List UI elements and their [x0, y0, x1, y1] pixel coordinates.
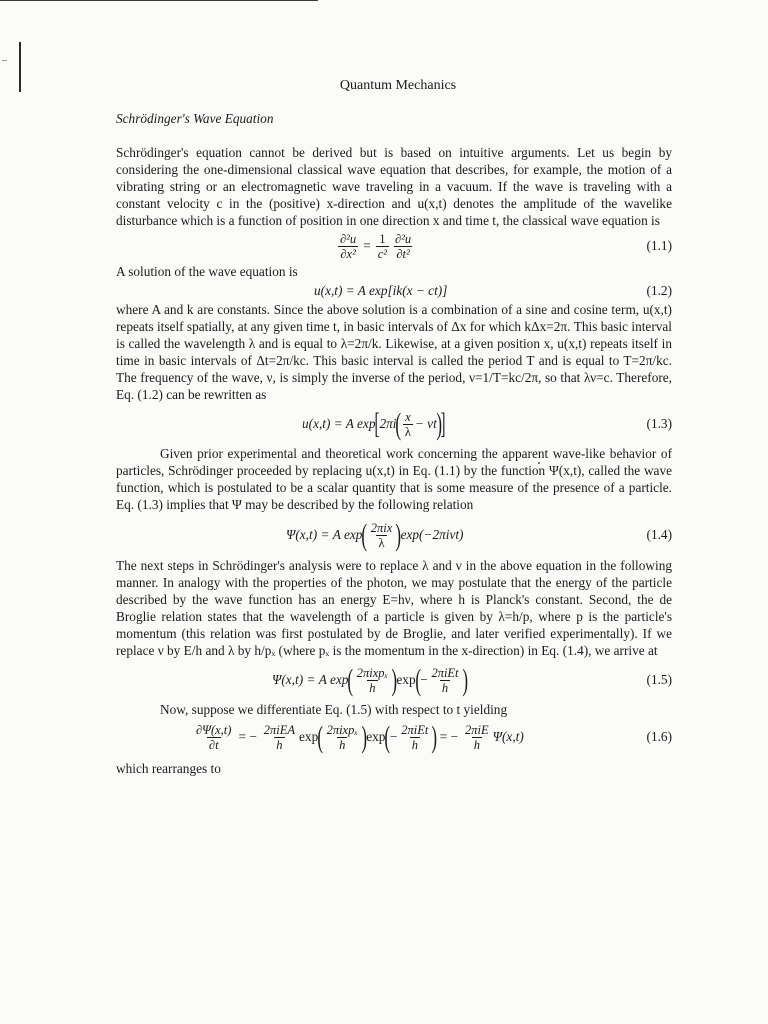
equation-1-2	[116, 280, 672, 301]
eq5-num-a: 2πixpₓ	[356, 665, 389, 680]
eq6-b-den: h	[411, 737, 418, 752]
page-content	[116, 74, 672, 777]
equation-1-5-body	[272, 662, 468, 697]
equation-1-6-body	[192, 719, 524, 754]
eq6-open-paren-a: (	[317, 719, 324, 754]
eq1-number: (1.1)	[646, 238, 672, 253]
paragraph-de-broglie: The next steps in Schrödinger's analysis were to replace λ and ν in the above equation in the following manner. In analogy with the properties of the photon, we may postulate that the energy of the particle described by the wave function has an energy E=hν, where h is Planck's constant. Second, the de Broglie relation states that the wavelength of a particle is given by λ=h/p, where p is the particle's momentum (this relation was first postulated by de Broglie, and later verified experimentally). If we replace ν by E/h and λ by h/pₓ (where pₓ is the momentum in the x-direction) in Eq. (1.4), we arrive at	[116, 558, 672, 658]
eq5-close-paren-a: )	[391, 662, 398, 697]
eq6-t1-fraction	[262, 723, 297, 752]
eq6-lhs-fraction	[194, 723, 233, 752]
eq5-number: (1.5)	[646, 672, 672, 687]
eq4-num: 2πix	[370, 520, 393, 535]
eq6-t2-den: h	[473, 737, 480, 752]
eq6-a-num: 2πixpₓ	[326, 722, 358, 737]
paragraph-rearranges: which rearranges to	[116, 761, 221, 776]
eq6-exp-b: exp	[366, 729, 386, 744]
scan-margin-tick	[2, 60, 7, 61]
scan-margin-bar	[19, 42, 21, 92]
eq3-x: x	[405, 409, 411, 424]
eq3-number: (1.3)	[646, 416, 672, 431]
eq1-lhs-den: ∂x²	[340, 246, 356, 261]
eq5-fraction-b	[429, 666, 460, 695]
eq1-equals: =	[363, 238, 371, 253]
eq6-tail: Ψ(x,t)	[492, 729, 524, 744]
eq6-equals-minus-2: = −	[439, 729, 459, 744]
eq5-lhs: Ψ(x,t) = A exp	[272, 672, 349, 687]
paragraph-wavelength: where A and k are constants. Since the above solution is a combination of a sine and cosine term, u(x,t) repeats itself spatially, at any given time t, in basic intervals of Δx for which kΔx=2π. This basic interval is called the wavelength λ and is equal to λ=2π/k. Likewise, at a given position x, u(x,t) repeats itself in time in basic intervals of Δt=2π/kc. This basic interval is called the period T and is equal to T=2π/kc. The frequency of the wave, ν, is simply the inverse of the period, ν=1/T=kc/2π, so that λν=c. Therefore, Eq. (1.2) can be rewritten as	[116, 302, 672, 402]
eq6-close-paren-b: )	[431, 719, 438, 754]
eq5-minus: −	[419, 672, 428, 687]
eq4-open-paren: (	[361, 517, 368, 552]
eq1-rhs2-fraction	[393, 232, 413, 261]
equation-1-3	[116, 403, 672, 445]
eq4-close-paren: )	[395, 517, 402, 552]
eq6-t2-fraction	[463, 723, 491, 752]
eq3-two-pi-i: 2πi	[379, 416, 397, 431]
eq3-minus-nu-t: − νt	[414, 416, 437, 431]
paragraph-wave-function: Given prior experimental and theoretical work concerning the apparent wave-like behavior of particles, Schrödinger proceeded by replacing u(x,t) in Eq. (1.1) by the function Ψ(x,t), called the wave function, which is postulated to be a scalar quantity that is some measure of the presence of a particle. Eq. (1.3) implies that Ψ may be described by the following relation	[116, 446, 672, 512]
eq6-equals-minus-1: = −	[238, 729, 257, 744]
eq3-open-paren: (	[395, 406, 402, 441]
eq6-a-fraction	[325, 723, 360, 752]
eq5-open-paren-b: (	[414, 662, 421, 697]
eq1-rhs2-den: ∂t²	[396, 246, 410, 261]
eq6-open-paren-b: (	[384, 719, 391, 754]
equation-1-4-body	[286, 517, 464, 552]
eq4-lhs: Ψ(x,t) = A exp	[286, 527, 363, 542]
equation-1-1	[116, 229, 672, 263]
eq3-lhs: u(x,t) = A exp	[302, 416, 376, 431]
eq6-b-fraction	[399, 723, 430, 752]
eq3-lambda: λ	[404, 424, 411, 439]
page-title: Quantum Mechanics	[339, 78, 457, 93]
eq6-b-num: 2πiEt	[401, 722, 429, 737]
equation-1-4	[116, 513, 672, 557]
eq6-lhs-den: ∂t	[208, 737, 219, 752]
paragraph-intro: Schrödinger's equation cannot be derived but is based on intuitive arguments. Let us begin by considering the one-dimensional classical wave equation that describes, for example, the motion of a vibrating string or an electromagnetic wave traveling in a vacuum. If the wave is traveling with a constant velocity c in the (positive) x-direction and u(x,t) denotes the amplitude of the wavelike disturbance which is a function of position in one direction x and time t, the classical wave equation is	[116, 145, 672, 228]
equation-1-3-body	[302, 406, 446, 441]
eq5-exp-b: exp	[396, 672, 416, 687]
eq1-rhs-num: 1	[379, 231, 386, 246]
eq6-t2-num: 2πiE	[465, 722, 489, 737]
eq6-a-den: h	[339, 737, 346, 752]
eq1-rhs-den: c²	[377, 246, 387, 261]
eq1-rhs-fraction	[376, 232, 389, 261]
section-heading: Schrödinger's Wave Equation	[116, 111, 274, 126]
eq6-minus-b: −	[389, 729, 398, 744]
eq4-den: λ	[378, 535, 385, 550]
eq6-lhs-num: ∂Ψ(x,t)	[196, 722, 232, 737]
eq4-number: (1.4)	[646, 527, 672, 542]
equation-1-1-body	[336, 232, 415, 261]
equation-1-2-body: u(x,t) = A exp[ik(x − ct)]	[314, 282, 448, 298]
eq6-exp-a: exp	[299, 729, 319, 744]
eq4-tail: exp(−2πiνt)	[400, 527, 464, 542]
eq6-t1-den: h	[276, 737, 283, 752]
eq5-den-a: h	[369, 680, 376, 695]
paragraph-solution: A solution of the wave equation is	[116, 264, 298, 279]
scan-top-rule	[0, 0, 318, 1]
eq5-open-paren-a: (	[347, 662, 354, 697]
equation-1-5	[116, 659, 672, 701]
eq3-close-bracket: ]	[440, 407, 446, 440]
eq6-number: (1.6)	[646, 729, 672, 744]
eq4-fraction	[369, 521, 395, 550]
eq6-t1-num: 2πiEA	[263, 722, 296, 737]
eq5-den-b: h	[441, 680, 449, 695]
eq5-close-paren-b: )	[461, 662, 468, 697]
eq3-fraction	[403, 410, 413, 439]
eq5-num-b: 2πiEt	[431, 665, 459, 680]
eq2-number: (1.2)	[646, 282, 672, 298]
eq6-close-paren-a: )	[361, 719, 367, 754]
eq3-close-paren: )	[436, 406, 442, 441]
eq3-open-bracket: [	[374, 407, 380, 440]
eq1-lhs-fraction	[338, 232, 358, 261]
eq5-fraction-a	[355, 666, 390, 695]
paragraph-differentiate: Now, suppose we differentiate Eq. (1.5) with respect to t yielding	[160, 702, 508, 717]
eq1-lhs-num: ∂²u	[340, 231, 357, 246]
equation-1-6	[116, 718, 672, 756]
eq1-rhs2-num: ∂²u	[394, 231, 412, 246]
